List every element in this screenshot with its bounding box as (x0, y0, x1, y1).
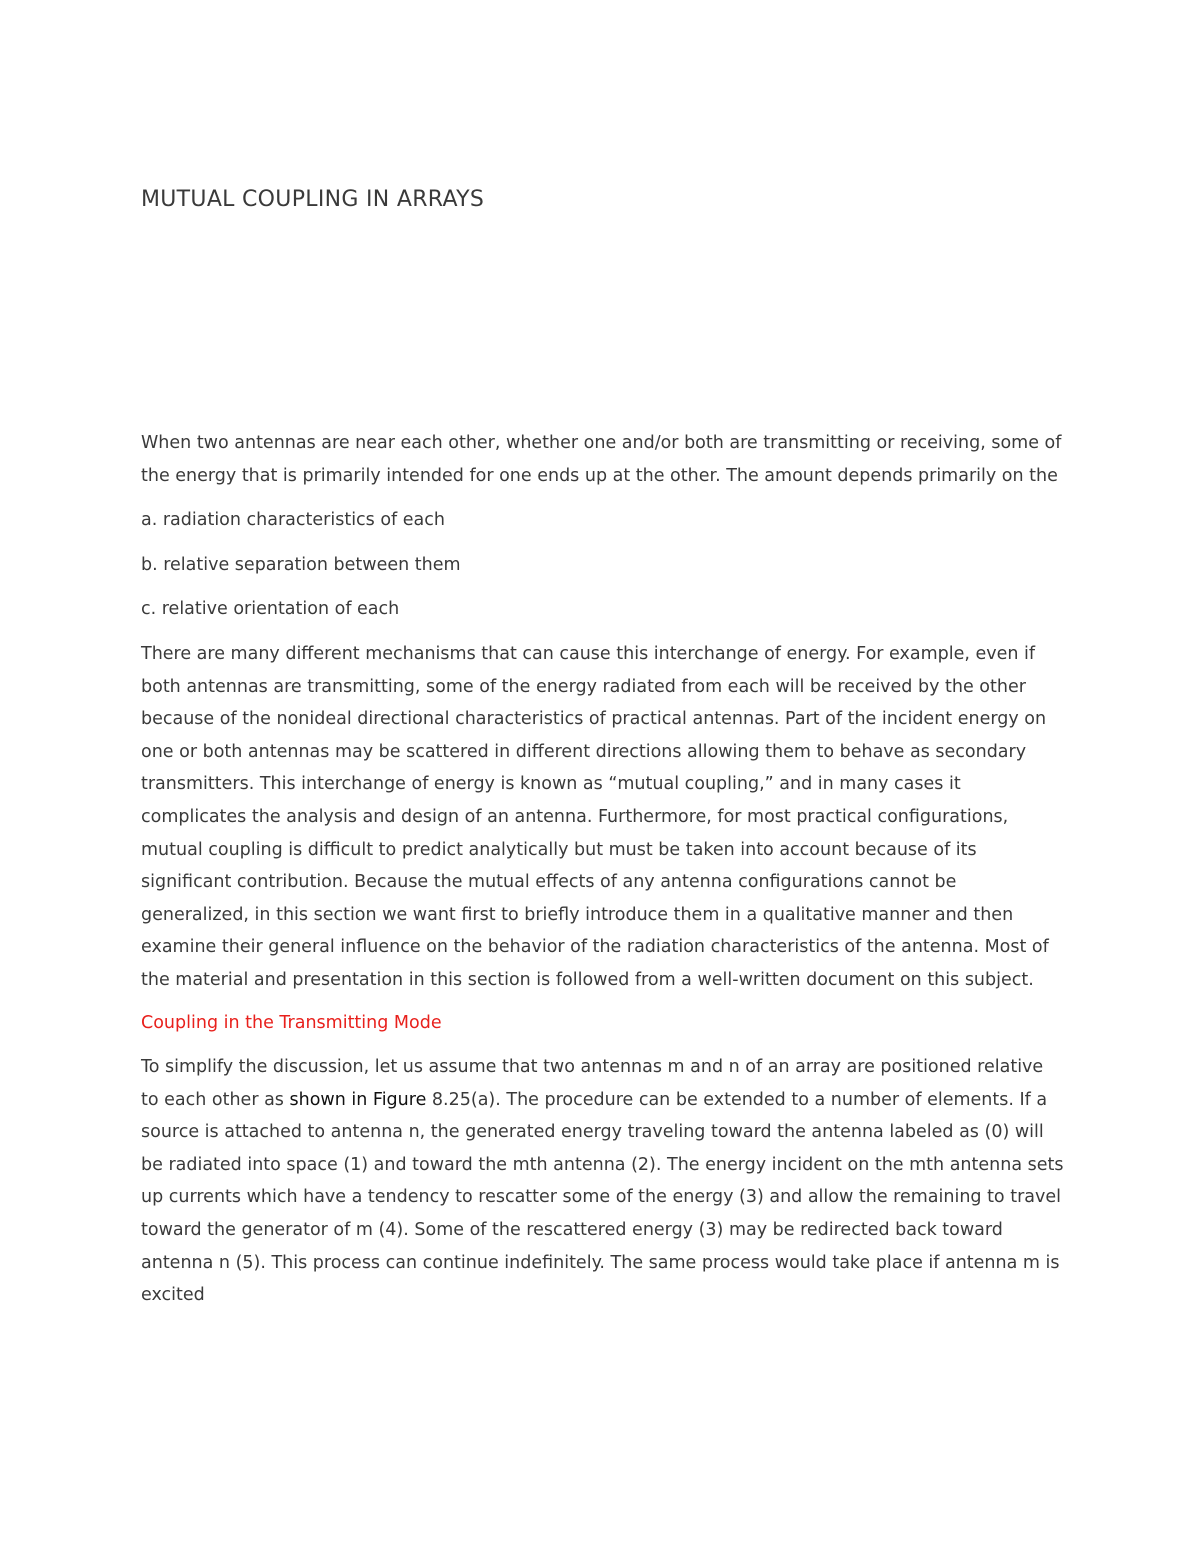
list-item-b: b. relative separation between them (141, 554, 461, 575)
transmitting-paragraph-end: 8.25(a). The procedure can be extended to a number of elements. If a source is attached to antenna n, the generated energy traveling toward the antenna labeled as (0) will be radiated into space (1) and toward the mth antenna (2). The energy incident on the mth antenna sets up currents which have a tendency to rescatter some of the energy (3) and allow the remaining to travel toward the generator of m (4). Some of the rescattered energy (3) may be redirected back toward antenna n (5). This process can continue indefinitely. The same process would take place if antenna m is excited (141, 1089, 1064, 1306)
figure-reference-link[interactable]: shown in Figure (289, 1089, 427, 1110)
list-item-c: c. relative orientation of each (141, 599, 400, 620)
page-title: MUTUAL COUPLING IN ARRAYS (141, 187, 485, 212)
transmitting-paragraph (141, 1051, 1066, 1312)
mechanisms-paragraph: There are many different mechanisms that can cause this interchange of energy. For example, even if both antennas are transmitting, some of the energy radiated from each will be received by the other because of the nonideal directional characteristics of practical antennas. Part of the incident energy on one or both antennas may be scattered in different directions allowing them to behave as secondary transmitters. This interchange of energy is known as “mutual coupling,” and in many cases it complicates the analysis and design of an antenna. Furthermore, for most practical configurations, mutual coupling is difficult to predict analytically but must be taken into account because of its significant contribution. Because the mutual effects of any antenna configurations cannot be generalized, in this section we want first to briefly introduce them in a qualitative manner and then examine their general influence on the behavior of the radiation characteristics of the antenna. Most of the material and presentation in this section is followed from a well-written document on this subject. (141, 643, 1049, 990)
section-heading-transmitting-mode: Coupling in the Transmitting Mode (141, 1012, 442, 1033)
list-item-a: a. radiation characteristics of each (141, 510, 445, 531)
document-body (141, 427, 1066, 1312)
transmitting-paragraph-start: To simplify the discussion, let us assume that two antennas m and n of an array are positioned relative to each other as (141, 1057, 1044, 1110)
intro-paragraph: When two antennas are near each other, whether one and/or both are transmitting or receiving, some of the energy that is primarily intended for one ends up at the other. The amount depends primarily on the (141, 433, 1062, 486)
